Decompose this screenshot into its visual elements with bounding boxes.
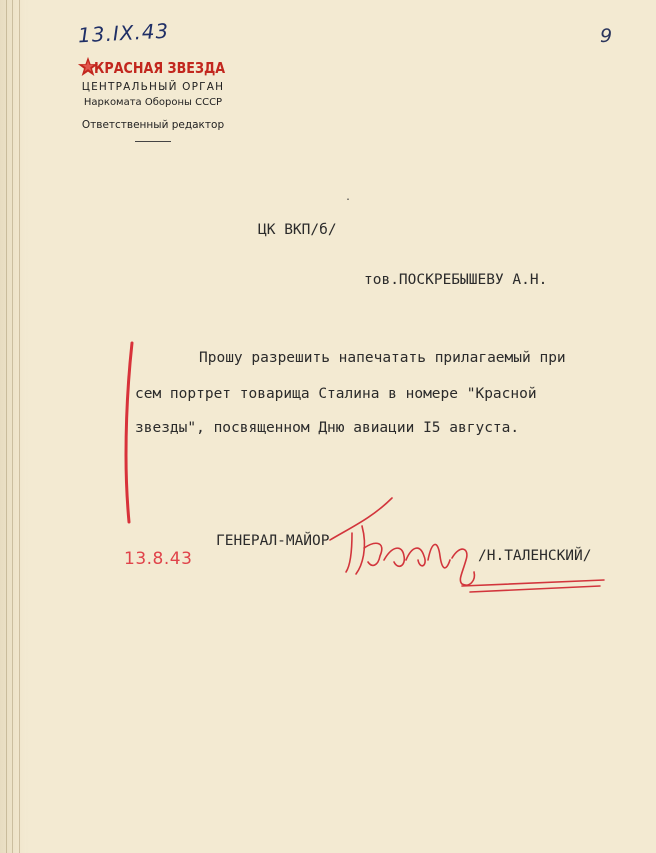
masthead-commissariat: Наркомата Обороны СССР	[83, 97, 223, 108]
handwritten-date: 13.IX.43	[77, 18, 170, 48]
newspaper-title: КРАСНАЯ ЗВЕЗДА	[94, 59, 226, 77]
signer-rank: ГЕНЕРАЛ-МАЙОР	[216, 533, 330, 549]
page-stack-edge	[0, 0, 26, 853]
addressee-organization: ЦК ВКП/б/	[258, 222, 337, 238]
body-line: Прошу разрешить напечатать прилагаемый при	[199, 350, 566, 366]
page-number: 9	[600, 25, 613, 47]
body-line: сем портрет товарища Сталина в номере "Красной	[135, 386, 537, 402]
masthead-position: Ответственный редактор	[81, 119, 225, 131]
red-pencil-date: 13.8.43	[124, 549, 193, 569]
addressee-name: тов.ПОСКРЕБЫШЕВУ А.Н.	[364, 272, 548, 288]
masthead-divider	[135, 141, 171, 142]
page-edge-line	[19, 0, 20, 853]
typewriter-dot: .	[345, 192, 352, 203]
page-edge-line	[12, 0, 13, 853]
body-line: звезды", посвященном Дню авиации I5 августа.	[135, 420, 520, 436]
page-edge-line	[6, 0, 7, 853]
red-bracket-mark	[126, 343, 132, 522]
signer-name: /Н.ТАЛЕНСКИЙ/	[478, 548, 592, 564]
masthead-organ: ЦЕНТРАЛЬНЫЙ ОРГАН	[81, 81, 225, 93]
handwritten-signature	[330, 498, 604, 592]
